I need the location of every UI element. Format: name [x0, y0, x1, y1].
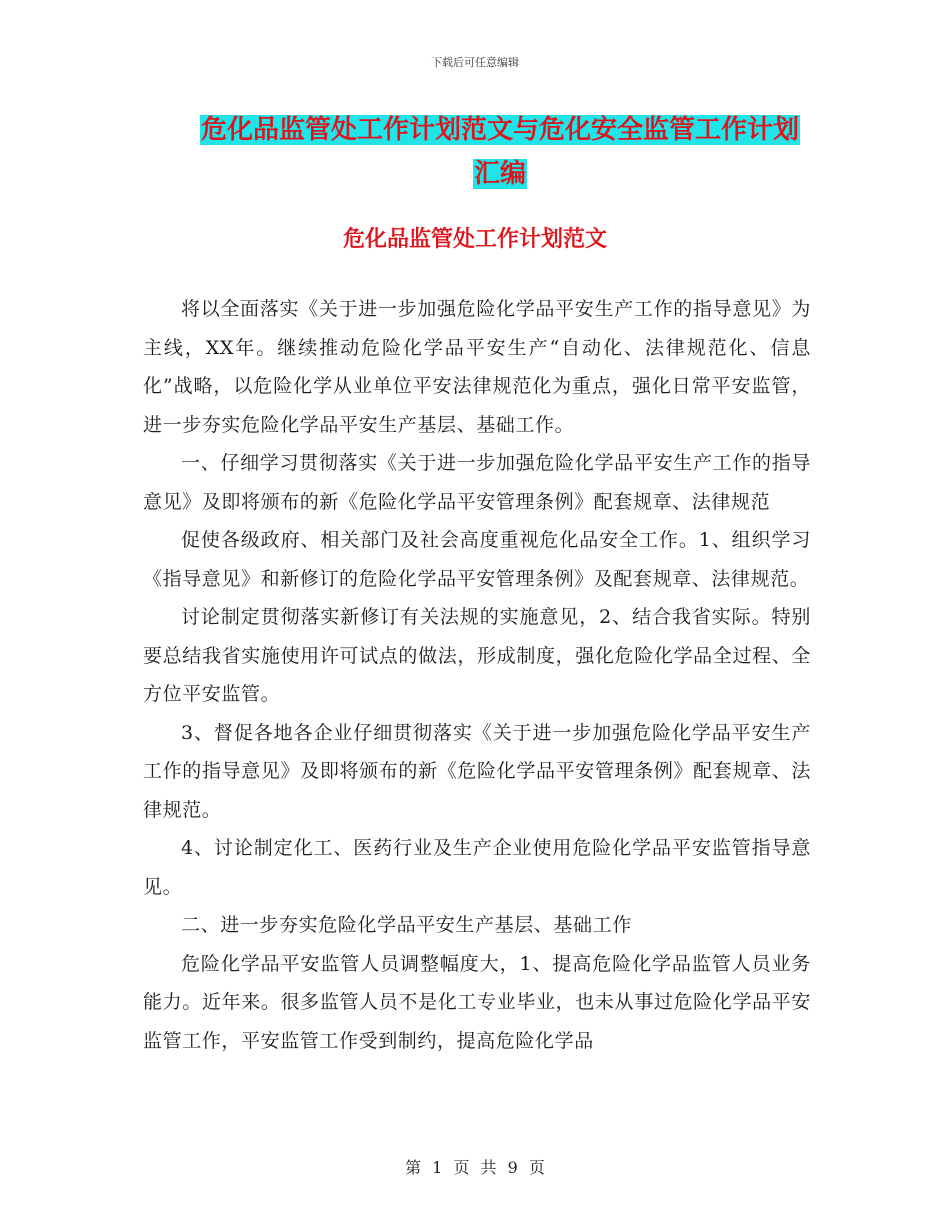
section-title: 危化品监管处工作计划范文: [342, 227, 607, 252]
paragraph: 3、督促各地各企业仔细贯彻落实《关于进一步加强危险化学品平安生产工作的指导意见》及即将颁布的新《危险化学品平安管理条例》配套规章、法律规范。: [143, 721, 811, 821]
paragraph: 4、讨论制定化工、医药行业及生产企业使用危险化学品平安监管指导意见。: [143, 837, 811, 898]
body-text: [143, 290, 811, 1060]
paragraph: 危险化学品平安监管人员调整幅度大，1、提高危险化学品监管人员业务能力。近年来。很多监管人员不是化工专业毕业，也未从事过危险化学品平安监管工作，平安监管工作受到制约，提高危险化学品: [143, 952, 811, 1052]
document-title: [150, 112, 850, 148]
paragraph: 促使各级政府、相关部门及社会高度重视危化品安全工作。1、组织学习《指导意见》和新修订的危险化学品平安管理条例》及配套规章、法律规范。: [143, 529, 811, 590]
header-note: 下载后可任意编辑: [431, 56, 519, 69]
document-title-line2: 汇编: [473, 159, 526, 189]
paragraph: 二、进一步夯实危险化学品平安生产基层、基础工作: [181, 914, 632, 936]
paragraph: 讨论制定贯彻落实新修订有关法规的实施意见，2、结合我省实际。特别要总结我省实施使用许可试点的做法，形成制度，强化危险化学品全过程、全方位平安监管。: [143, 606, 811, 705]
paragraph: 一、仔细学习贯彻落实《关于进一步加强危险化学品平安生产工作的指导意见》及即将颁布的新《危险化学品平安管理条例》配套规章、法律规范: [143, 452, 811, 513]
document-title-line1: 危化品监管处工作计划范文与危化安全监管工作计划: [200, 115, 799, 145]
document-title-continued: [150, 156, 850, 192]
paragraph: 将以全面落实《关于进一步加强危险化学品平安生产工作的指导意见》为主线，XX年。继续推动危险化学品平安生产“自动化、法律规范化、信息化”战略，以危险化学从业单位平安法律规范化为重点，强化日常平安监管，进一步夯实危险化学品平安生产基层、基础工作。: [143, 298, 811, 436]
page-footer: 第 1 页 共 9 页: [405, 1158, 545, 1177]
